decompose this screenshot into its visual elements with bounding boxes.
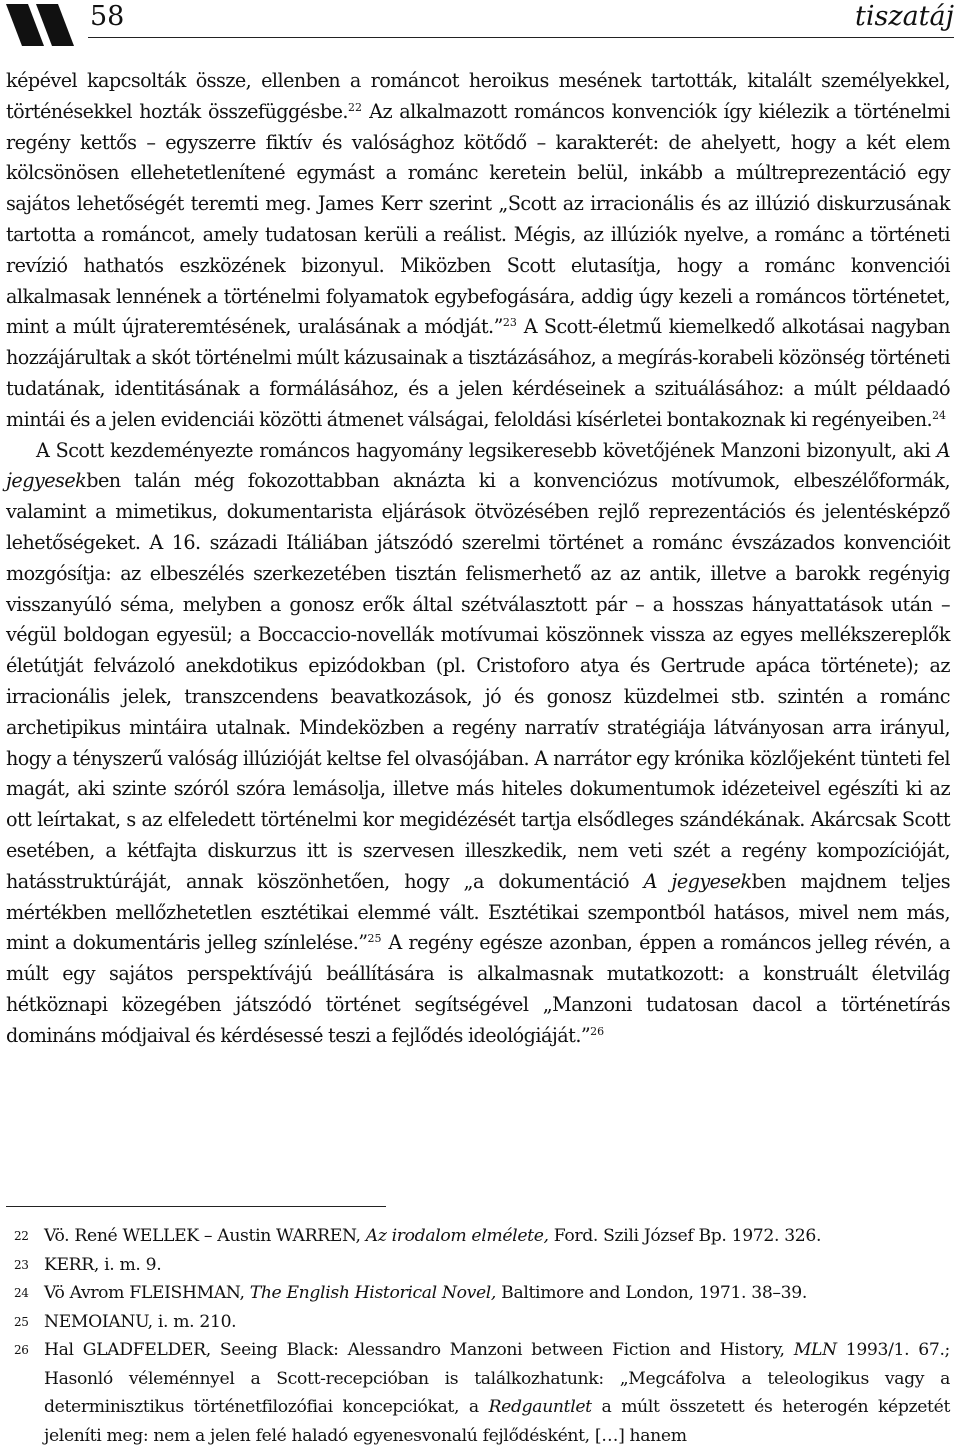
journal-logo-icon	[6, 4, 80, 46]
text-segment: Az alkalmazott románcos konvenciók így kiélezik a történelmi regény kettős – egyszerre fiktív és valósághoz kötődő – karakterét: de ahelyett, hogy a két elem kölcsönösen ellehetetlenítené egymást a románc keretein belül, inkább a múltreprezentáció egy sajátos lehetőségét teremti meg. James Kerr szerint „Scott az irracionális és az illúzió diskurzusának tartotta a románcot, amely tudatosan kerüli a reálist. Mégis, az illúziók nyelve, a románc a történeti revízió hathatós eszközének bizonyul. Miközben Scott elutasítja, hogy a románc konvenciói alkalmasak lennének a történelmi folyamatok egybefogására, addig úgy kezeli a románcos történetet, mint a múlt újrateremtésének, uralásának a módját.”	[6, 99, 950, 339]
book-title: The English Historical Novel,	[249, 1283, 497, 1303]
footnote-separator	[6, 1206, 386, 1207]
book-title: A jegyesek	[6, 438, 950, 493]
text-segment: A Scott-életmű kiemelkedő alkotásai nagyban hozzájárultak a skót történelmi múlt kázusainak a tisztázásához, a megírás-korabeli közönség történeti tudatának, identitásának a formálásához, és a jelen kérdéseinek a szituálásához: a múlt példaadó mintái és a jelen evidenciái közötti átmenet válságai, feloldási kísérletei bontakoznak ki regényeiben.	[6, 315, 950, 431]
book-title: Az irodalom elmélete,	[365, 1226, 549, 1246]
footnote-text	[44, 1222, 950, 1251]
footnote-text	[44, 1336, 950, 1450]
page-header	[0, 0, 960, 46]
footnote-23	[6, 1251, 950, 1280]
footnote-segment: Vö. René WELLEK – Austin WARREN,	[44, 1226, 366, 1246]
footnote-segment: NEMOIANU, i. m. 210.	[44, 1311, 237, 1332]
journal-name: MLN	[793, 1340, 837, 1360]
footnote-segment: Hal GLADFELDER, Seeing Black: Alessandro Manzoni between Fiction and History,	[44, 1340, 794, 1360]
text-segment: A regény egésze azonban, éppen a románcos jelleg révén, a múlt egy sajátos perspektívájú beállítására is alkalmasnak mutatkozott: a konstruált életvilág hétköznapi közegében játszódó történet segítségével „Manzoni tudatosan dacol a történetírás domináns módjaival és kérdésessé teszi a fejlődés ideológiáját.”	[6, 931, 950, 1047]
footnote-segment: KERR, i. m. 9.	[44, 1254, 162, 1275]
footnote-segment: a múlt összetett és heterogén képzetét jeleníti meg: nem a jelen felé haladó egyenesvonalú fejlődésként, […] hanem	[44, 1397, 950, 1446]
book-title: Redgauntlet	[488, 1397, 592, 1417]
footnote-ref-25[interactable]: 25	[367, 932, 382, 946]
footnote-26	[6, 1336, 950, 1450]
paragraph-2	[6, 436, 950, 1052]
footnote-text	[44, 1279, 950, 1308]
footnote-number: 26	[14, 1343, 29, 1357]
footnote-text	[44, 1251, 950, 1280]
footnote-25	[6, 1308, 950, 1337]
text-segment: ben talán még fokozottabban aknázta ki a konvenciózus motívumok, elbeszélőformák, valamint a mimetikus, dokumentarista eljárások ötvözésében rejlő reprezentációs és jelentésképző lehetőségeket. A 16. századi Itáliában játszódó szerelmi történet a románc évszázados konvencióit mozgósítja: az elbeszélés szerkezetében tisztán felismerhető az az antik, illetve a barokk regényig visszanyúló séma, melyben a gonosz erők által szétválasztott pár – a hosszas hányattatások után – végül boldogan egyesül; a Boccaccio-novellák motívumai köszönnek vissza az egyes mellékszereplők életútját felvázoló anekdotikus epizódokban (pl. Cristoforo atya és Gertrude apáca története); az irracionális jelek, transzcendens beavatkozások, jó és gonosz küzdelmei stb. szintén a románc archetipikus mintáira utalnak. Mindeközben a regény narratív stratégiája látványosan arra irányul, hogy a tényszerű valóság illúzióját keltse fel olvasójában. A narrátor egy krónika közlőjeként tünteti fel magát, aki szinte szóról szóra lemásolja, illetve más hiteles dokumentumok idézeteivel egészíti ki az ott leírtakat, s az elfeledett történelmi kor megidézését tartja elsődleges szándékának. Akárcsak Scott esetében, a kétfajta diskurzus itt is szervesen illeszkedik, nem veti szét a regény kompozícióját, hatásstruktúráját, annak köszönhetően, hogy „a dokumentáció	[6, 469, 950, 893]
footnote-segment: Baltimore and London, 1971. 38–39.	[496, 1283, 807, 1303]
footnote-segment: Vö Avrom FLEISHMAN,	[44, 1283, 250, 1303]
journal-title: tiszatáj	[855, 1, 954, 32]
page-number: 58	[90, 1, 125, 32]
footnote-number: 25	[14, 1314, 29, 1329]
footnote-ref-24[interactable]: 24	[932, 408, 947, 422]
footnotes	[6, 1222, 950, 1450]
text-segment: képével kapcsolták össze, ellenben a románcot heroikus mesének tartották, kitalált személyekkel, történésekkel hozták összefüggésbe.	[6, 69, 950, 123]
footnote-number: 22	[14, 1229, 29, 1243]
footnote-segment: 1993/1. 67.; Hasonló véleménnyel a Scott-recepcióban is találkozhatunk: „Megcáfolva a teleologikus vagy a determinisztikus történetfilozófiai koncepciókat, a	[44, 1340, 950, 1417]
text-segment: ben majdnem teljes mértékben mellőzhetetlen esztétikai elemmé vált. Esztétikai szempontból hatásos, mivel nem más, mint a dokumentáris jelleg színlelése.”	[6, 869, 951, 955]
footnote-ref-22[interactable]: 22	[347, 100, 362, 114]
footnote-22	[6, 1222, 950, 1251]
footnote-text	[44, 1308, 950, 1337]
footnote-24	[6, 1279, 950, 1308]
main-text	[6, 66, 950, 1052]
footnote-number: 24	[14, 1286, 29, 1300]
paragraph-1	[6, 66, 950, 436]
text-segment: A Scott kezdeményezte románcos hagyomány legsikeresebb követőjének Manzoni bizonyult, aki	[36, 438, 937, 462]
footnote-segment: Ford. Szili József Bp. 1972. 326.	[548, 1226, 822, 1246]
book-title: A jegyesek	[643, 869, 752, 893]
footnote-number: 23	[14, 1257, 29, 1272]
footnote-ref-26[interactable]: 26	[590, 1024, 605, 1038]
footnote-ref-23[interactable]: 23	[502, 316, 517, 330]
header-rule	[88, 37, 954, 38]
